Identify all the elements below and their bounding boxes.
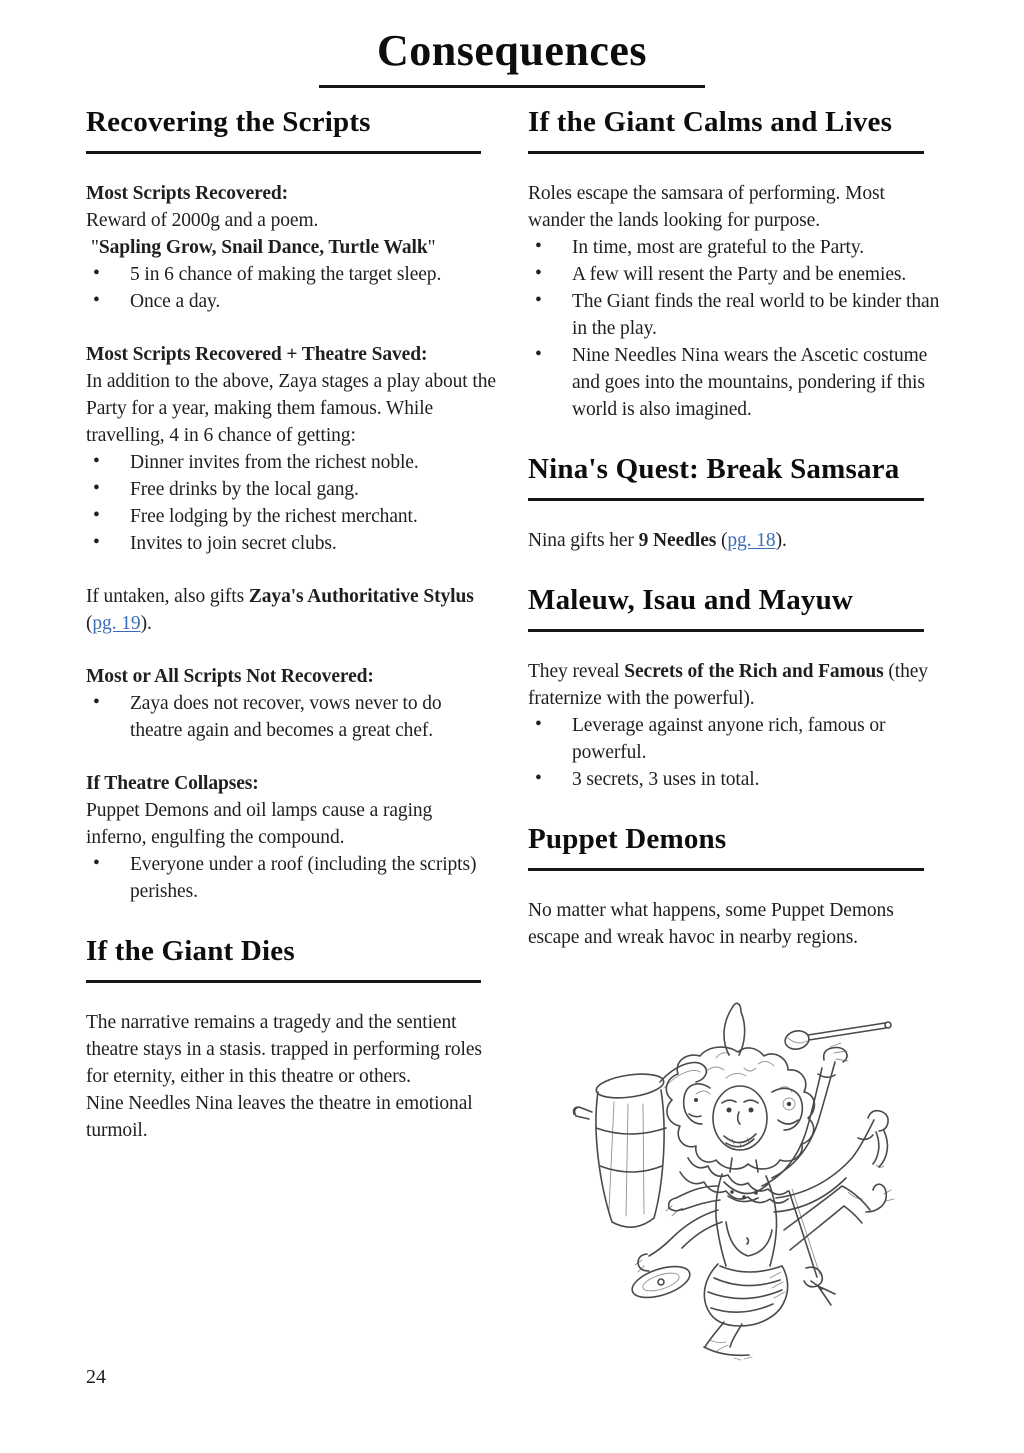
block-theatre-collapses (86, 770, 497, 905)
block-most-scripts-recovered (86, 180, 497, 315)
list-item: • A few will resent the Party and be enemies. (528, 261, 940, 288)
bold-label: Most Scripts Recovered + Theatre Saved: (86, 344, 428, 365)
block-scripts-not-recovered (86, 663, 497, 744)
section-heading-maleuw: Maleuw, Isau and Mayuw (528, 584, 854, 616)
bullet-list (86, 449, 497, 557)
paragraph: Nine Needles Nina leaves the theatre in emotional turmoil. (86, 1093, 473, 1141)
list-item: • Dinner invites from the richest noble. (86, 449, 497, 476)
text-segment: If untaken, also gifts (86, 586, 249, 607)
section-ninas-quest (528, 451, 940, 554)
paragraph (528, 527, 940, 554)
heading-divider (86, 980, 481, 983)
page-number: 24 (86, 1366, 106, 1388)
item-name: 9 Needles (638, 530, 717, 551)
section-recovering-the-scripts (86, 104, 497, 905)
heading-divider (528, 629, 924, 632)
item-name: Zaya's Authoritative Stylus (248, 586, 474, 607)
bold-label: If Theatre Collapses: (86, 773, 259, 794)
list-item: • Free drinks by the local gang. (86, 476, 497, 503)
title-divider (319, 85, 705, 88)
section-if-the-giant-dies (86, 933, 497, 1144)
list-item: • Once a day. (86, 288, 497, 315)
list-item: • The Giant finds the real world to be kinder than in the play. (528, 288, 940, 342)
section-heading-if-the-giant-dies: If the Giant Dies (86, 935, 295, 967)
bullet-list (86, 261, 497, 315)
block-puppet-demons-text (528, 897, 940, 951)
right-column (528, 104, 940, 951)
list-item: • 3 secrets, 3 uses in total. (528, 766, 940, 793)
section-heading-ninas-quest: Nina's Quest: Break Samsara (528, 453, 900, 485)
bold-label: Most Scripts Recovered: (86, 183, 289, 204)
left-column (86, 104, 497, 1144)
block-if-untaken (86, 583, 497, 637)
play-title-quote (86, 234, 497, 261)
heading-divider (528, 498, 924, 501)
bold-label: Most or All Scripts Not Recovered: (86, 666, 374, 687)
list-item: • Nine Needles Nina wears the Ascetic costume and goes into the mountains, pondering if this world is also imagined. (528, 342, 940, 423)
heading-divider (528, 868, 924, 871)
puppet-demon-illustration (548, 960, 1008, 1380)
list-item: • In time, most are grateful to the Party. (528, 234, 940, 261)
list-item: • Everyone under a roof (including the scripts) perishes. (86, 851, 497, 905)
paragraph: Reward of 2000g and a poem. (86, 210, 319, 231)
paragraph: No matter what happens, some Puppet Demons escape and wreak havoc in nearby regions. (528, 900, 894, 948)
title-block (0, 26, 1024, 88)
text-segment: ( (86, 613, 93, 634)
text-segment: ). (775, 530, 787, 551)
puppet-demon-sketch-svg (548, 960, 1008, 1380)
page-title: Consequences (376, 26, 648, 75)
text-segment: Nina gifts her (528, 530, 639, 551)
paragraph: In addition to the above, Zaya stages a play about the Party for a year, making them famous. While travelling, 4 in 6 chance of getting: (86, 371, 496, 446)
heading-divider (528, 151, 924, 154)
block-giant-dies-text (86, 1009, 483, 1144)
text-segment: (they fraternize with the powerful). (528, 661, 928, 709)
block-nina-gifts (528, 527, 940, 554)
text-segment: ). (140, 613, 152, 634)
paragraph (528, 658, 940, 712)
block-scripts-plus-theatre-saved (86, 341, 497, 557)
paragraph (86, 583, 497, 637)
section-giant-calms-and-lives (528, 104, 940, 423)
section-maleuw-isau-mayuw (528, 582, 940, 793)
list-item: • Leverage against anyone rich, famous or powerful. (528, 712, 940, 766)
bullet-list (86, 690, 497, 744)
text-segment: They reveal (528, 661, 625, 682)
paragraph: The narrative remains a tragedy and the sentient theatre stays in a stasis. trapped in performing roles for eternity, either in this theatre or others. (86, 1012, 482, 1087)
quote-mark: " (91, 237, 99, 258)
item-name: Secrets of the Rich and Famous (624, 661, 884, 682)
list-item: • Free lodging by the richest merchant. (86, 503, 497, 530)
block-giant-calms-text (528, 180, 940, 423)
paragraph: Puppet Demons and oil lamps cause a raging inferno, engulfing the compound. (86, 800, 433, 848)
section-heading-recovering-the-scripts: Recovering the Scripts (86, 106, 371, 138)
section-heading-puppet-demons: Puppet Demons (528, 823, 727, 855)
heading-divider (86, 151, 481, 154)
list-item: • 5 in 6 chance of making the target sleep. (86, 261, 497, 288)
page-link-19[interactable]: pg. 19 (92, 613, 141, 634)
play-title: Sapling Grow, Snail Dance, Turtle Walk (98, 237, 428, 258)
paragraph: Roles escape the samsara of performing. Most wander the lands looking for purpose. (528, 183, 885, 231)
list-item: • Invites to join secret clubs. (86, 530, 497, 557)
text-segment: ( (716, 530, 728, 551)
bullet-list (528, 234, 940, 423)
page-link-18[interactable]: pg. 18 (727, 530, 776, 551)
section-puppet-demons (528, 821, 940, 951)
bullet-list (528, 712, 940, 793)
section-heading-giant-calms: If the Giant Calms and Lives (528, 106, 893, 138)
block-secrets (528, 658, 940, 793)
bullet-list (86, 851, 497, 905)
quote-mark: " (427, 237, 436, 258)
list-item: • Zaya does not recover, vows never to do theatre again and becomes a great chef. (86, 690, 497, 744)
